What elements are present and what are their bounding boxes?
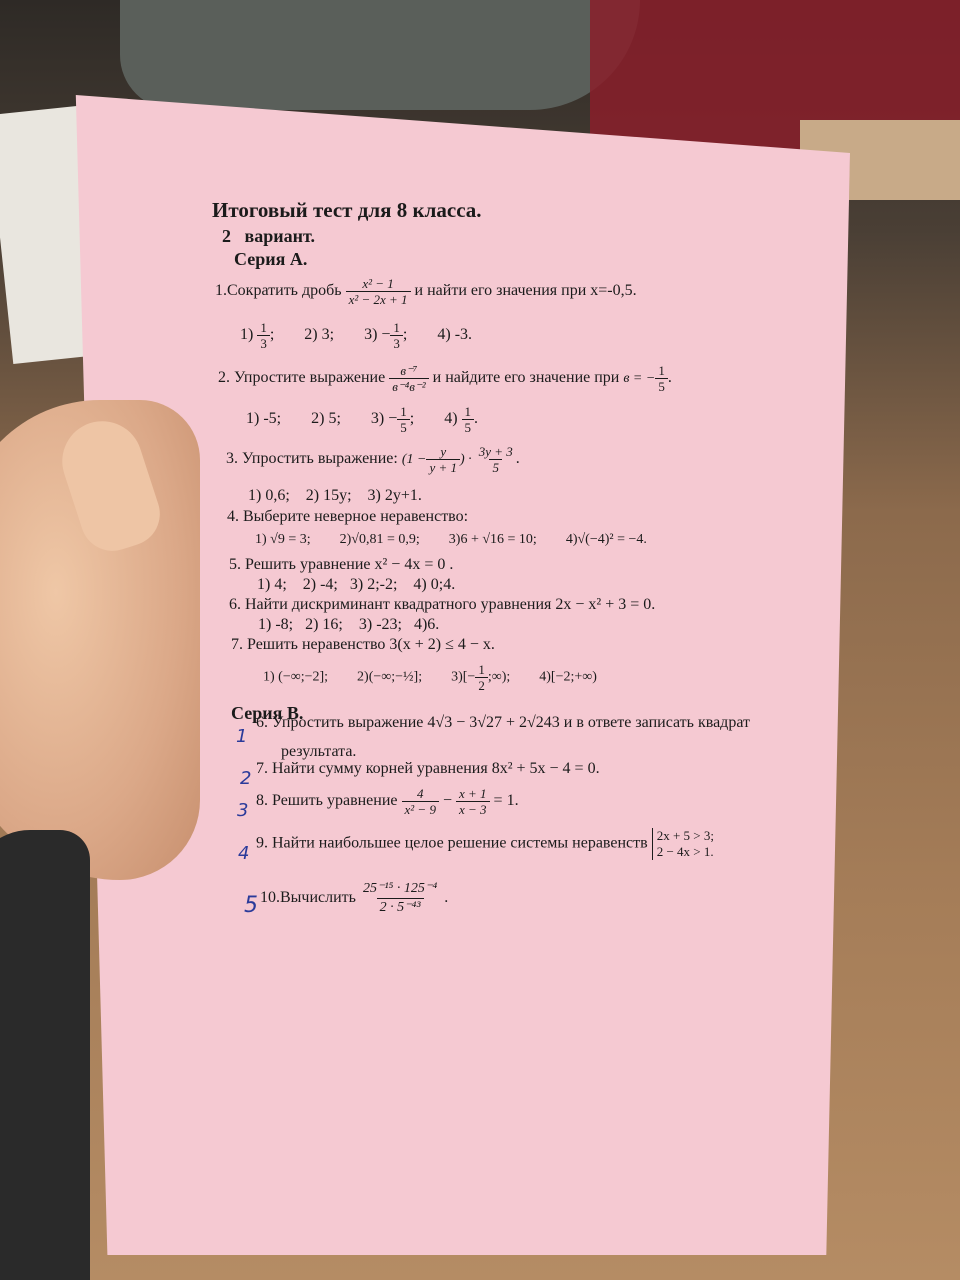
- q3-inner-fraction: [426, 444, 460, 475]
- handwritten-mark-2: 2: [240, 768, 252, 789]
- q1-answers: [240, 320, 472, 351]
- q-b8-text: 8. Решить уравнение: [256, 792, 398, 810]
- q4-answer-1: 1) √9 = 3;: [255, 532, 311, 547]
- q-b8-fraction-2: [456, 786, 490, 817]
- question-7: 7. Решить неравенство 3(x + 2) ≤ 4 − x.: [231, 636, 495, 653]
- q1-text-after: и найти его значения при х=-0,5.: [414, 282, 637, 300]
- q2-answer-4-prefix: 4): [444, 410, 458, 428]
- q1-answer-1-suffix: ;: [269, 326, 275, 344]
- q2-text-after: и найдите его значение при: [432, 369, 620, 387]
- q-b8-minus: −: [442, 792, 452, 810]
- q1-answer-4: 4) -3.: [437, 326, 473, 344]
- handwritten-mark-1: 1: [236, 726, 248, 747]
- q-b8-end: = 1.: [493, 792, 519, 810]
- q1-fraction: [346, 276, 411, 307]
- q7-answer-2: 2)(−∞;−½];: [357, 669, 423, 685]
- question-6: 6. Найти дискриминант квадратного уравнения 2x − x² + 3 = 0.: [229, 596, 656, 613]
- q-b9-text: 9. Найти наибольшее целое решение системы неравенств: [256, 834, 648, 852]
- q1-answer-1-den: 3: [257, 335, 270, 351]
- q-b10-num: 25⁻¹⁵ · 125⁻⁴: [362, 881, 438, 896]
- q1-answer-1-num: 1: [260, 320, 267, 335]
- q2-fraction: [389, 363, 428, 394]
- q-b10-end: .: [444, 889, 449, 907]
- question-b9: [256, 828, 714, 860]
- q2-answer-3-fraction: [397, 404, 410, 435]
- q3-text: 3. Упростить выражение:: [226, 450, 398, 468]
- q1-text: 1.Сократить дробь: [215, 282, 342, 300]
- q5-answers: 1) 4; 2) -4; 3) 2;-2; 4) 0;4.: [257, 576, 456, 593]
- q-b8-f1-den: x² − 9: [402, 801, 439, 817]
- question-b8: [256, 786, 519, 817]
- q1-answer-3-num: 1: [393, 320, 400, 335]
- q3-end: .: [515, 450, 520, 468]
- q4-answers: [255, 532, 647, 548]
- q3-paren-close: ) ·: [460, 452, 472, 468]
- variant-label: 2 вариант.: [222, 226, 315, 246]
- q-b8-fraction-1: [402, 786, 439, 817]
- q2-answer-3-suffix: ;: [409, 410, 415, 428]
- q3-fraction: [476, 444, 516, 475]
- q2-text: 2. Упростите выражение: [218, 369, 386, 387]
- handwritten-mark-4: 4: [238, 843, 250, 864]
- q7-answer-3-den: 2: [475, 677, 488, 693]
- q2-answer-3-prefix: 3) −: [370, 410, 398, 428]
- question-2: [218, 363, 672, 394]
- q4-answer-2: 2)√0,81 = 0,9;: [339, 532, 420, 547]
- q1-answer-1-fraction: [257, 320, 270, 351]
- q3-inner-den: y + 1: [426, 459, 460, 475]
- question-5: 5. Решить уравнение x² − 4x = 0 .: [229, 556, 454, 573]
- q2-condition-den: 5: [655, 378, 668, 394]
- series-a-heading: Серия А.: [234, 249, 308, 269]
- q2-condition-prefix: в = −: [623, 371, 656, 387]
- q2-denominator: в⁻⁴в⁻²: [389, 378, 428, 394]
- series-b-heading: Серия В.: [231, 703, 304, 723]
- q2-answers: [246, 404, 478, 435]
- q-b8-f2-den: x − 3: [456, 801, 490, 817]
- question-b6-continued: результата.: [281, 743, 357, 760]
- question-b6: 6. Упростить выражение 4√3 − 3√27 + 2√243 и в ответе записать квадрат: [256, 714, 750, 731]
- q6-answers: 1) -8; 2) 16; 3) -23; 4)6.: [258, 616, 440, 633]
- q-b9-line-1: 2x + 5 > 3;: [656, 828, 714, 843]
- q2-condition-fraction: [655, 363, 668, 394]
- q1-answer-1-prefix: 1): [240, 326, 254, 344]
- q1-answer-3-fraction: [390, 320, 403, 351]
- q3-inner-num: y: [440, 444, 447, 459]
- handwritten-mark-3: 3: [237, 800, 249, 821]
- q1-answer-3-den: 3: [390, 335, 403, 351]
- q1-answer-3-suffix: ;: [402, 326, 408, 344]
- q-b10-den: 2 · 5⁻⁴³: [377, 898, 424, 917]
- q2-numerator: в⁻⁷: [400, 363, 418, 378]
- q2-answer-4-suffix: .: [474, 410, 479, 428]
- q-b10-text: 10.Вычислить: [260, 889, 356, 907]
- q4-answer-3: 3)6 + √16 = 10;: [448, 532, 537, 547]
- q-b8-f1-num: 4: [416, 786, 424, 801]
- q1-numerator: x² − 1: [362, 276, 394, 291]
- q2-answer-4-den: 5: [462, 419, 475, 435]
- q7-answer-3-suffix: ;∞);: [487, 669, 511, 685]
- test-title: Итоговый тест для 8 класса.: [212, 198, 482, 222]
- q3-paren-open: (1 −: [401, 452, 427, 468]
- q2-answer-2: 2) 5;: [311, 410, 341, 428]
- q3-answers: 1) 0,6; 2) 15y; 3) 2y+1.: [248, 487, 422, 504]
- q2-answer-3-num: 1: [400, 404, 407, 419]
- q-b9-system: [652, 828, 714, 860]
- q7-answer-3-prefix: 3)[−: [451, 669, 476, 685]
- person-background: [120, 0, 640, 110]
- q2-answer-4-fraction: [462, 404, 475, 435]
- q7-answer-4: 4)[−2;+∞): [539, 669, 597, 685]
- q2-condition-num: 1: [658, 363, 665, 378]
- q7-answer-1: 1) (−∞;−2];: [263, 669, 329, 685]
- question-4: 4. Выберите неверное неравенство:: [227, 508, 469, 525]
- question-1: [215, 276, 637, 307]
- q7-answer-3-num: 1: [478, 662, 485, 677]
- q7-answers: [263, 662, 597, 693]
- q2-answer-1: 1) -5;: [246, 410, 282, 428]
- q-b8-f2-num: x + 1: [459, 786, 487, 801]
- q1-answer-3-prefix: 3) −: [364, 326, 391, 344]
- question-3: [226, 444, 520, 475]
- q-b10-fraction: [360, 880, 440, 917]
- q2-condition-suffix: .: [667, 369, 672, 387]
- q-b9-line-2: 2 − 4x > 1.: [656, 844, 714, 859]
- q1-answer-2: 2) 3;: [304, 326, 335, 344]
- sleeve: [0, 830, 90, 1280]
- question-b7: 7. Найти сумму корней уравнения 8x² + 5x − 4 = 0.: [256, 760, 600, 777]
- q7-answer-3-fraction: [475, 662, 488, 693]
- q3-denominator: 5: [489, 459, 502, 475]
- q2-answer-4-num: 1: [464, 404, 472, 419]
- q2-answer-3-den: 5: [397, 419, 410, 435]
- handwritten-mark-5: 5: [244, 893, 258, 918]
- q1-denominator: x² − 2x + 1: [346, 291, 411, 307]
- q3-numerator: 3y + 3: [478, 444, 513, 459]
- question-b10: [260, 880, 448, 917]
- q4-answer-4: 4)√(−4)² = −4.: [565, 532, 647, 547]
